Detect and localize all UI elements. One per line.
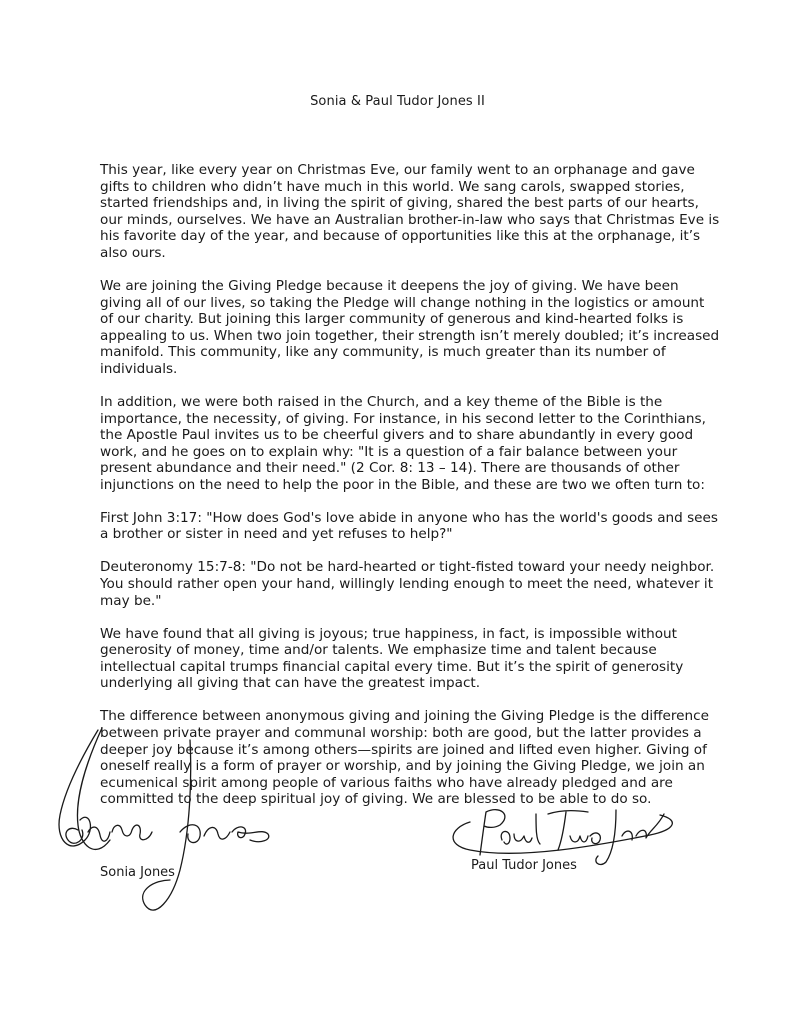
paragraph-communal-worship: The difference between anonymous giving and joining the Giving Pledge is the difference between private prayer and communal worship: both are good, but the latter provides a deeper joy because it’s among others—spirits are joined and lifted even higher. Giving of oneself really is a form of prayer or worship, and by joining the Giving Pledge, we join an ecumenical spirit among people of various faiths who have already pledged and are committed to the deep spiritual joy of giving. We are blessed to be able to do so. [100, 708, 709, 808]
signature-name-sonia: Sonia Jones [100, 865, 175, 880]
paragraph-first-john: First John 3:17: "How does God's love abide in anyone who has the world's goods and sees a brother or sister in need and yet refuses to help?" [100, 509, 718, 543]
paragraph-christmas-eve: This year, like every year on Christmas Eve, our family went to an orphanage and gave gifts to children who didn’t have much in this world. We sang carols, swapped stories, started friendships and, in living the spirit of giving, shared the best parts of our hearts, our minds, ourselves. We have an Australian brother-in-law who says that Christmas Eve is his favorite day of the year, and because of opportunities like this at the orphanage, it’s also ours. [100, 162, 720, 261]
paragraph-church: In addition, we were both raised in the Church, and a key theme of the Bible is the importance, the necessity, of giving. For instance, in his second letter to the Corinthians, the Apostle Paul invites us to be cheerful givers and to share abundantly in every good work, and he goes on to explain why: "It is a question of a fair balance between your present abundance and their need." (2 Cor. 8: 13 – 14). There are thousands of other injunctions on the need to help the poor in the Bible, and these are two we often turn to: [100, 393, 706, 493]
signature-name-paul: Paul Tudor Jones [471, 858, 577, 873]
paragraph-joyous-giving: We have found that all giving is joyous; true happiness, in fact, is impossible without generosity of money, time and/or talents. We emphasize time and talent because intellectual capital trumps financial capital every time. But it’s the spirit of generosity underlying all giving that can have the greatest impact. [100, 625, 684, 692]
paragraph-joining-pledge: We are joining the Giving Pledge because it deepens the joy of giving. We have been giving all of our lives, so taking the Pledge will change nothing in the logistics or amount of our charity. But joining this larger community of generous and kind-hearted folks is appealing to us. When two join together, their strength isn’t merely doubled; it’s increased manifold. This community, like any community, is much greater than its number of individuals. [100, 277, 720, 377]
letter-header: Sonia & Paul Tudor Jones II [310, 94, 485, 109]
paragraph-deuteronomy: Deuteronomy 15:7-8: "Do not be hard-hearted or tight-fisted toward your needy neighbor. You should rather open your hand, willingly lending enough to meet the need, whatever it may be." [100, 559, 715, 609]
signature-sonia-jones [40, 720, 280, 920]
